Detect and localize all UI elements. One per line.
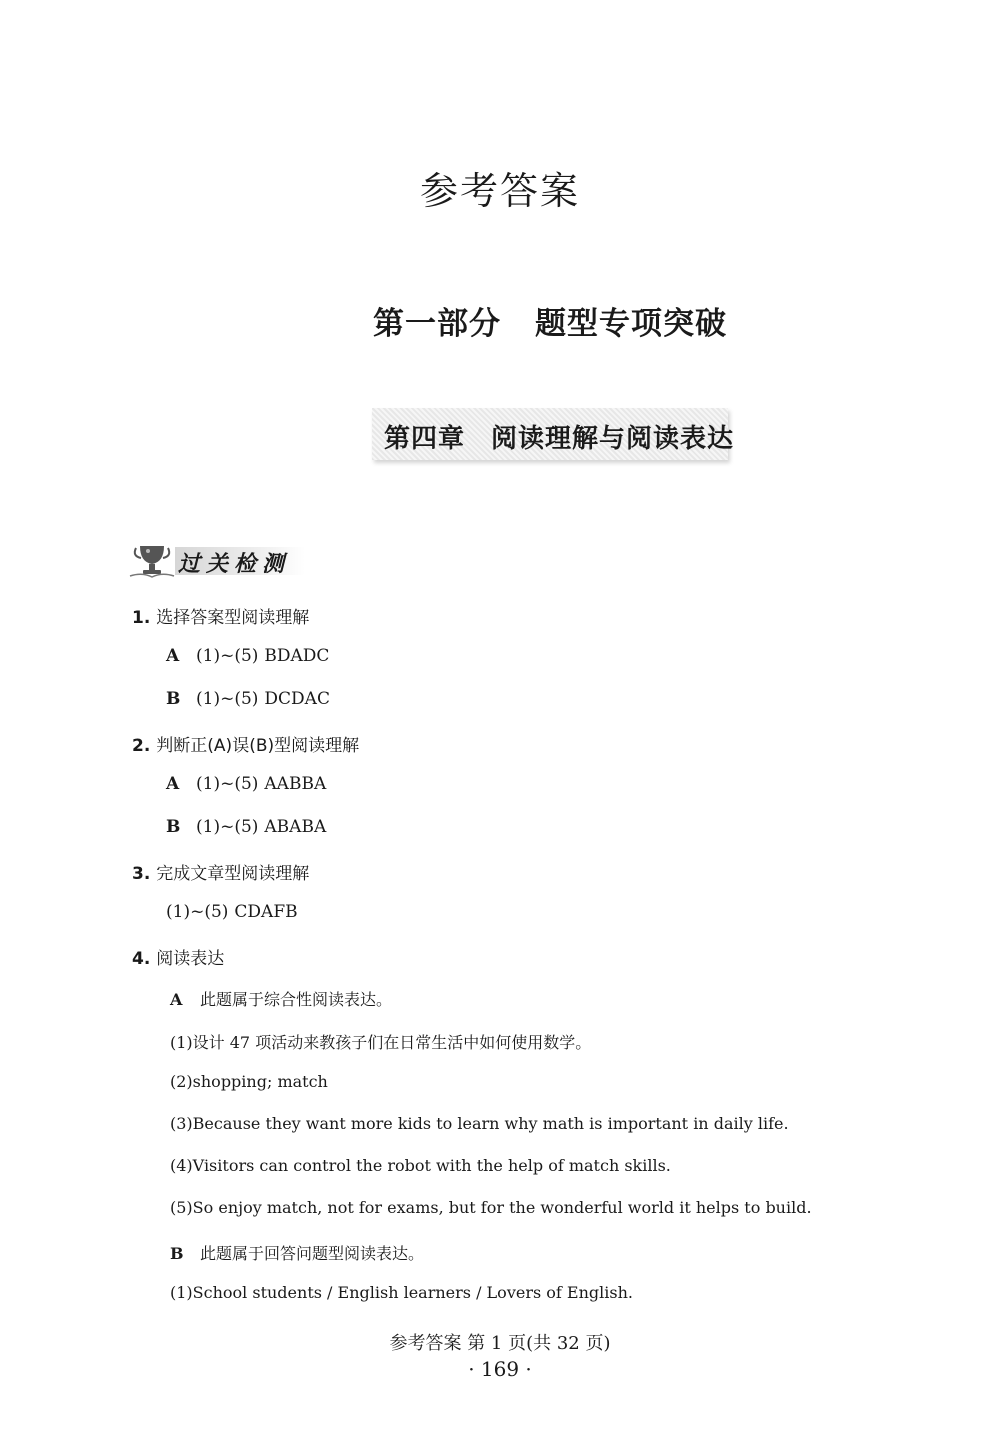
section-number: 3.	[132, 864, 151, 884]
answer-label: B	[166, 689, 181, 709]
answer-line	[166, 646, 329, 666]
section-title: 完成文章型阅读理解	[156, 864, 310, 884]
section-heading	[132, 731, 359, 756]
part-name: 题型专项突破	[535, 306, 727, 342]
section-number: 2.	[132, 736, 151, 756]
chapter-title	[384, 418, 734, 455]
answer-letters: DCDAC	[264, 689, 330, 709]
answer-range: (1)~(5)	[196, 774, 259, 794]
section-number: 1.	[132, 608, 151, 628]
answer-line	[166, 689, 330, 709]
answer-range: (1)~(5)	[196, 646, 259, 666]
part-title	[0, 298, 1000, 343]
answer-letters: BDADC	[264, 646, 330, 666]
answer-letters: CDAFB	[234, 902, 298, 922]
section-heading	[132, 603, 309, 628]
answer-item: (2)shopping; match	[170, 1072, 328, 1091]
answer-label: A	[166, 646, 180, 666]
answer-item: (5)So enjoy match, not for exams, but for the wonderful world it helps to build.	[170, 1198, 812, 1217]
answer-item: (1)设计 47 项活动来教孩子们在日常生活中如何使用数学。	[170, 1033, 592, 1052]
subsection-label: B	[170, 1244, 184, 1263]
part-label: 第一部分	[373, 306, 501, 342]
page-footer: 参考答案 第 1 页(共 32 页)	[389, 1333, 611, 1354]
section-heading	[132, 944, 224, 969]
subsection-note	[170, 987, 392, 1010]
answer-line	[166, 817, 326, 837]
subsection-text: 此题属于回答问题型阅读表达。	[200, 1244, 425, 1263]
chapter-label: 第四章	[384, 424, 466, 454]
answer-item: (3)Because they want more kids to learn why math is important in daily life.	[170, 1114, 789, 1133]
answer-item: (4)Visitors can control the robot with the help of match skills.	[170, 1156, 671, 1175]
page-title: 参考答案	[419, 169, 580, 213]
answer-range: (1)~(5)	[196, 689, 259, 709]
subsection-text: 此题属于综合性阅读表达。	[200, 990, 393, 1009]
section-title: 阅读表达	[156, 949, 225, 969]
answer-label: A	[166, 774, 180, 794]
trophy-icon	[128, 536, 176, 580]
section-title: 选择答案型阅读理解	[156, 608, 310, 628]
answer-letters: AABBA	[264, 774, 327, 794]
page-number: · 169 ·	[468, 1357, 532, 1381]
answer-item: (1)School students / English learners / Lovers of English.	[170, 1283, 633, 1302]
section-title: 判断正(A)误(B)型阅读理解	[156, 736, 360, 756]
answer-label: B	[166, 817, 181, 837]
subsection-note	[170, 1241, 424, 1264]
section-banner-title: 过关检测	[178, 551, 291, 577]
section-number: 4.	[132, 949, 151, 969]
subsection-label: A	[170, 990, 183, 1009]
section-heading	[132, 859, 309, 884]
answer-line	[166, 774, 326, 794]
answer-range: (1)~(5)	[166, 902, 229, 922]
answer-line	[166, 902, 298, 922]
answer-letters: ABABA	[264, 817, 327, 837]
chapter-name: 阅读理解与阅读表达	[491, 424, 735, 454]
answer-range: (1)~(5)	[196, 817, 259, 837]
